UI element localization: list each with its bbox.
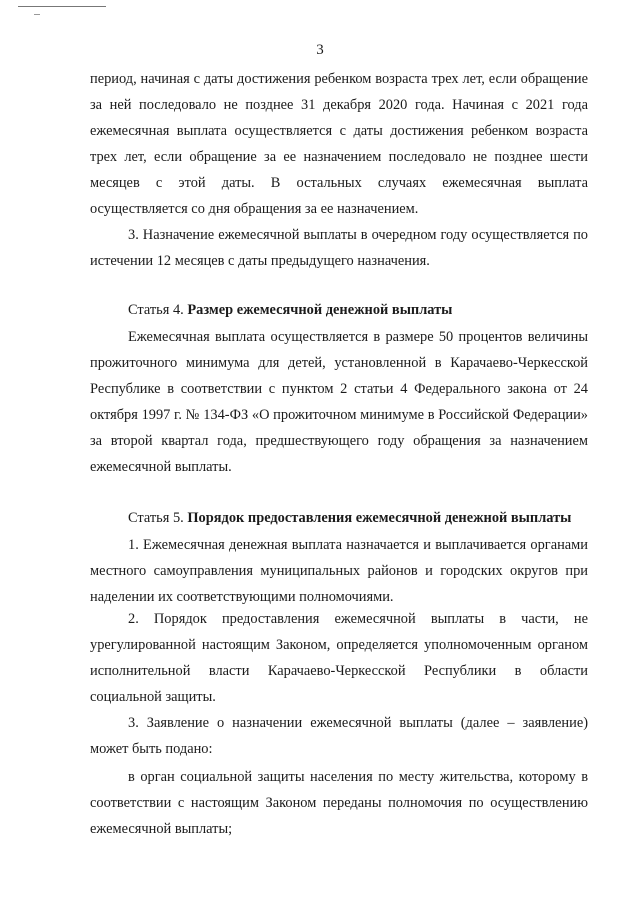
article-5-paragraph-1: 1. Ежемесячная денежная выплата назначается и выплачивается органами местного самоуправления муниципальных районов и городских округов при наделении их соответствующими полномочиями. (90, 537, 588, 605)
article-4-heading (128, 300, 452, 320)
scan-artifact-line (18, 6, 106, 7)
paragraph-period-continuation: период, начиная с даты достижения ребенком возраста трех лет, если обращение за ней последовало не позднее 31 декабря 2020 года. Начиная с 2021 года ежемесячная выплата осуществляется с даты достижения ребенком возраста трех лет, если обращение за ее назначением последовало не позднее шести месяцев с этой даты. В остальных случаях ежемесячная выплата осуществляется со дня обращения за ее назначением. (90, 71, 588, 217)
article-4-paragraph: Ежемесячная выплата осуществляется в размере 50 процентов величины прожиточного минимума для детей, установленной в Карачаево-Черкесской Республике в соответствии с пунктом 2 статьи 4 Федерального закона от 24 октября 1997 г. № 134-ФЗ «О прожиточном минимуме в Российской Федерации» за второй квартал года, предшествующего году обращения за назначением ежемесячной выплаты. (90, 329, 588, 475)
article-5-paragraph-2: 2. Порядок предоставления ежемесячной выплаты в части, не урегулированной настоящим Законом, определяется уполномоченным органом исполнительной власти Карачаево-Черкесской Республики в области социальной защиты. (90, 611, 588, 705)
page-number: 3 (316, 42, 324, 58)
article-4-prefix: Статья 4. (128, 302, 188, 318)
article-5-prefix: Статья 5. (128, 510, 188, 526)
article-4-title: Размер ежемесячной денежной выплаты (187, 302, 453, 318)
scan-artifact-dash (34, 14, 40, 15)
article-5-paragraph-4: в орган социальной защиты населения по месту жительства, которому в соответствии с настоящим Законом переданы полномочия по осуществлению ежемесячной выплаты; (90, 769, 588, 837)
article-5-heading (128, 508, 571, 528)
article-5-title: Порядок предоставления ежемесячной денежной выплаты (187, 510, 572, 526)
article-5-paragraph-3: 3. Заявление о назначении ежемесячной выплаты (далее – заявление) может быть подано: (90, 715, 588, 757)
paragraph-next-year-assignment: 3. Назначение ежемесячной выплаты в очередном году осуществляется по истечении 12 месяцев с даты предыдущего назначения. (90, 227, 588, 269)
